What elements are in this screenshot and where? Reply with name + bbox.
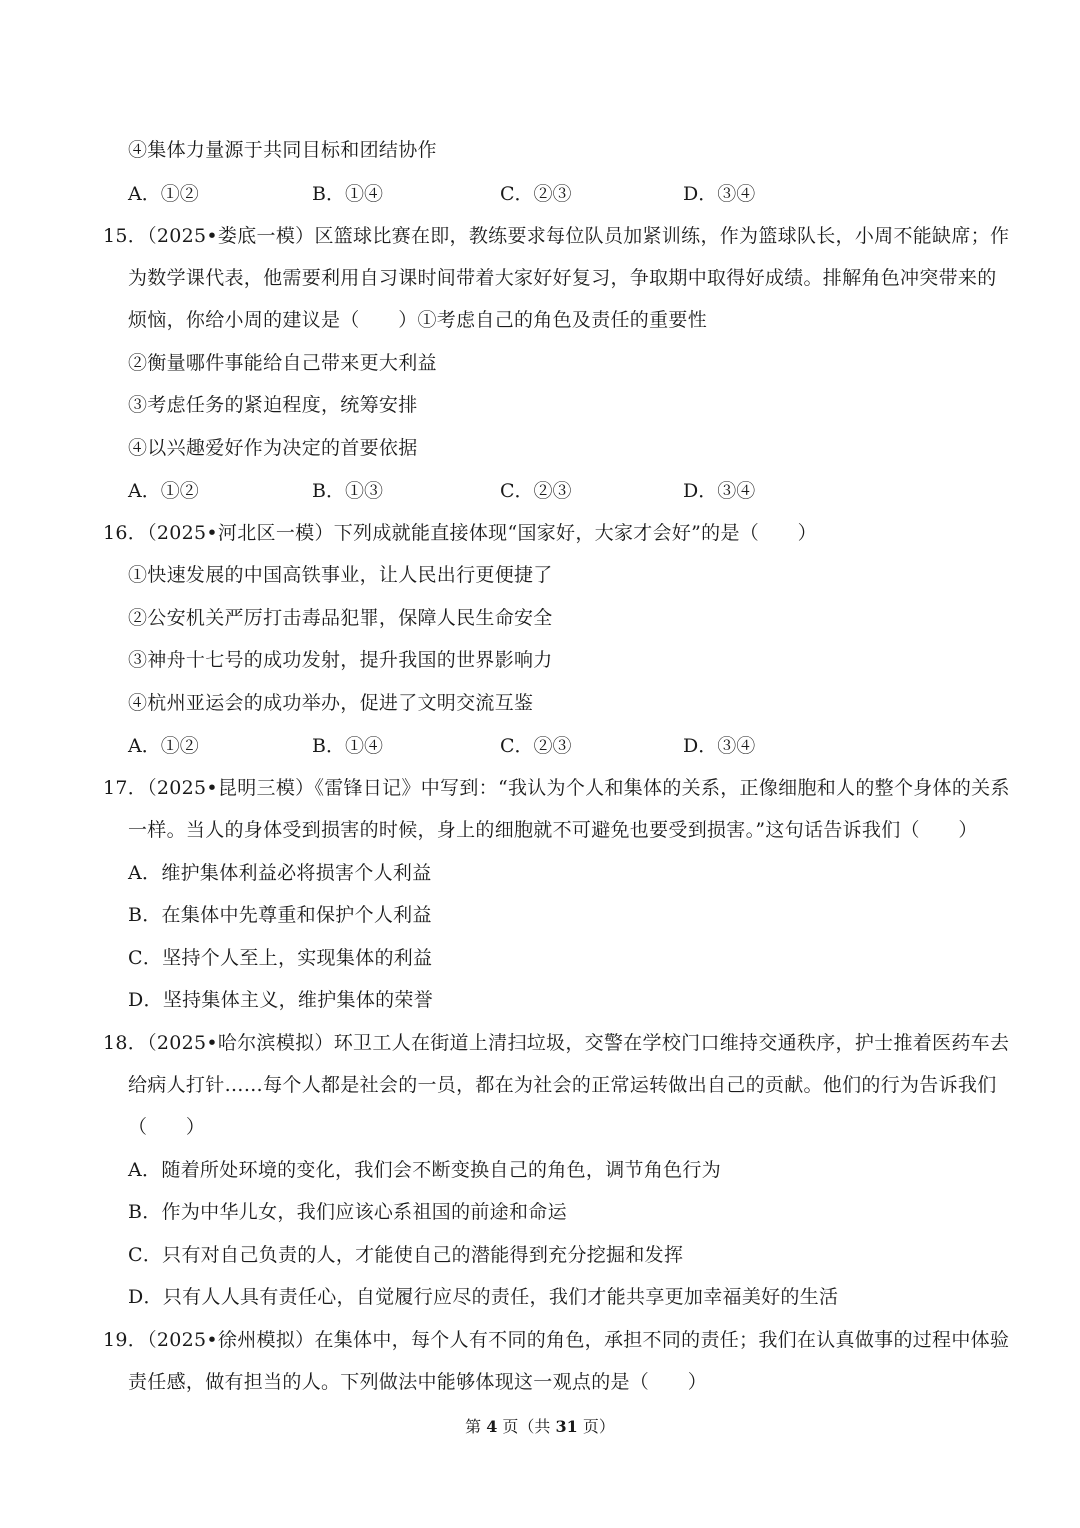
- q19-stem-line-2: 责任感，做有担当的人。下列做法中能够体现这一观点的是（ ）: [128, 1371, 708, 1393]
- footer-total-pages: 31: [555, 1417, 578, 1436]
- q15-stem-line-2: 为数学课代表，他需要利用自习课时间带着大家好好复习，争取期中取得好成绩。排解角色冲突带来的: [128, 267, 997, 289]
- q16-option-b: B．①④: [312, 735, 383, 757]
- q18-stem-line-1: 18．（2025•哈尔滨模拟）环卫工人在街道上清扫垃圾，交警在学校门口维持交通秩序，护士推着医药车去: [103, 1032, 1010, 1054]
- q14-item-4: ④集体力量源于共同目标和团结协作: [128, 139, 437, 161]
- q15-option-c: C．②③: [500, 480, 572, 502]
- q16-item-1: ①快速发展的中国高铁事业，让人民出行更便捷了: [128, 564, 553, 586]
- q18-stem-line-3: （ ）: [128, 1116, 206, 1138]
- q17-option-c: C．坚持个人至上，实现集体的利益: [128, 947, 433, 969]
- q18-option-b: B．作为中华儿女，我们应该心系祖国的前途和命运: [128, 1201, 567, 1223]
- q16-item-2: ②公安机关严厉打击毒品犯罪，保障人民生命安全: [128, 607, 553, 629]
- q14-option-a: A．①②: [128, 183, 199, 205]
- q18-option-c: C．只有对自己负责的人，才能使自己的潜能得到充分挖掘和发挥: [128, 1244, 684, 1266]
- q15-option-a: A．①②: [128, 480, 199, 502]
- q14-option-c: C．②③: [500, 183, 572, 205]
- q16-item-4: ④杭州亚运会的成功举办，促进了文明交流互鉴: [128, 692, 534, 714]
- q18-option-a: A．随着所处环境的变化，我们会不断变换自己的角色，调节角色行为: [128, 1159, 722, 1181]
- q14-option-d: D．③④: [683, 183, 756, 205]
- q15-item-3: ③考虑任务的紧迫程度，统筹安排: [128, 394, 418, 416]
- q17-option-d: D．坚持集体主义，维护集体的荣誉: [128, 989, 434, 1011]
- q17-stem-line-1: 17．（2025•昆明三模）《雷锋日记》中写到：“我认为个人和集体的关系，正像细胞和人的整个身体的关系: [103, 777, 1010, 799]
- q15-option-d: D．③④: [683, 480, 756, 502]
- q15-option-b: B．①③: [312, 480, 383, 502]
- q18-option-d: D．只有人人具有责任心，自觉履行应尽的责任，我们才能共享更加幸福美好的生活: [128, 1286, 839, 1308]
- q14-option-b: B．①④: [312, 183, 383, 205]
- q18-stem-line-2: 给病人打针……每个人都是社会的一员，都在为社会的正常运转做出自己的贡献。他们的行为告诉我们: [128, 1074, 997, 1096]
- footer-middle: 页（共: [502, 1417, 551, 1436]
- footer-prefix: 第: [465, 1417, 482, 1436]
- q15-item-4: ④以兴趣爱好作为决定的首要依据: [128, 437, 418, 459]
- footer-page-number: 4: [486, 1417, 498, 1436]
- q17-stem-line-2: 一样。当人的身体受到损害的时候，身上的细胞就不可避免也要受到损害。”这句话告诉我们（ ）: [128, 819, 978, 841]
- q16-stem: 16．（2025•河北区一模）下列成就能直接体现“国家好，大家才会好”的是（ ）: [103, 522, 817, 544]
- q17-option-a: A．维护集体利益必将损害个人利益: [128, 862, 432, 884]
- q16-option-a: A．①②: [128, 735, 199, 757]
- q15-stem-line-1: 15．（2025•娄底一模）区篮球比赛在即，教练要求每位队员加紧训练，作为篮球队长，小周不能缺席；作: [103, 225, 1010, 247]
- q16-option-d: D．③④: [683, 735, 756, 757]
- q16-item-3: ③神舟十七号的成功发射，提升我国的世界影响力: [128, 649, 553, 671]
- q19-stem-line-1: 19．（2025•徐州模拟）在集体中，每个人有不同的角色，承担不同的责任；我们在认真做事的过程中体验: [103, 1329, 1010, 1351]
- footer-suffix: 页）: [582, 1417, 615, 1436]
- page-footer: [0, 1415, 1080, 1439]
- q17-option-b: B．在集体中先尊重和保护个人利益: [128, 904, 432, 926]
- q15-stem-line-3: 烦恼，你给小周的建议是（ ）①考虑自己的角色及责任的重要性: [128, 309, 708, 331]
- q16-option-c: C．②③: [500, 735, 572, 757]
- q15-item-2: ②衡量哪件事能给自己带来更大利益: [128, 352, 437, 374]
